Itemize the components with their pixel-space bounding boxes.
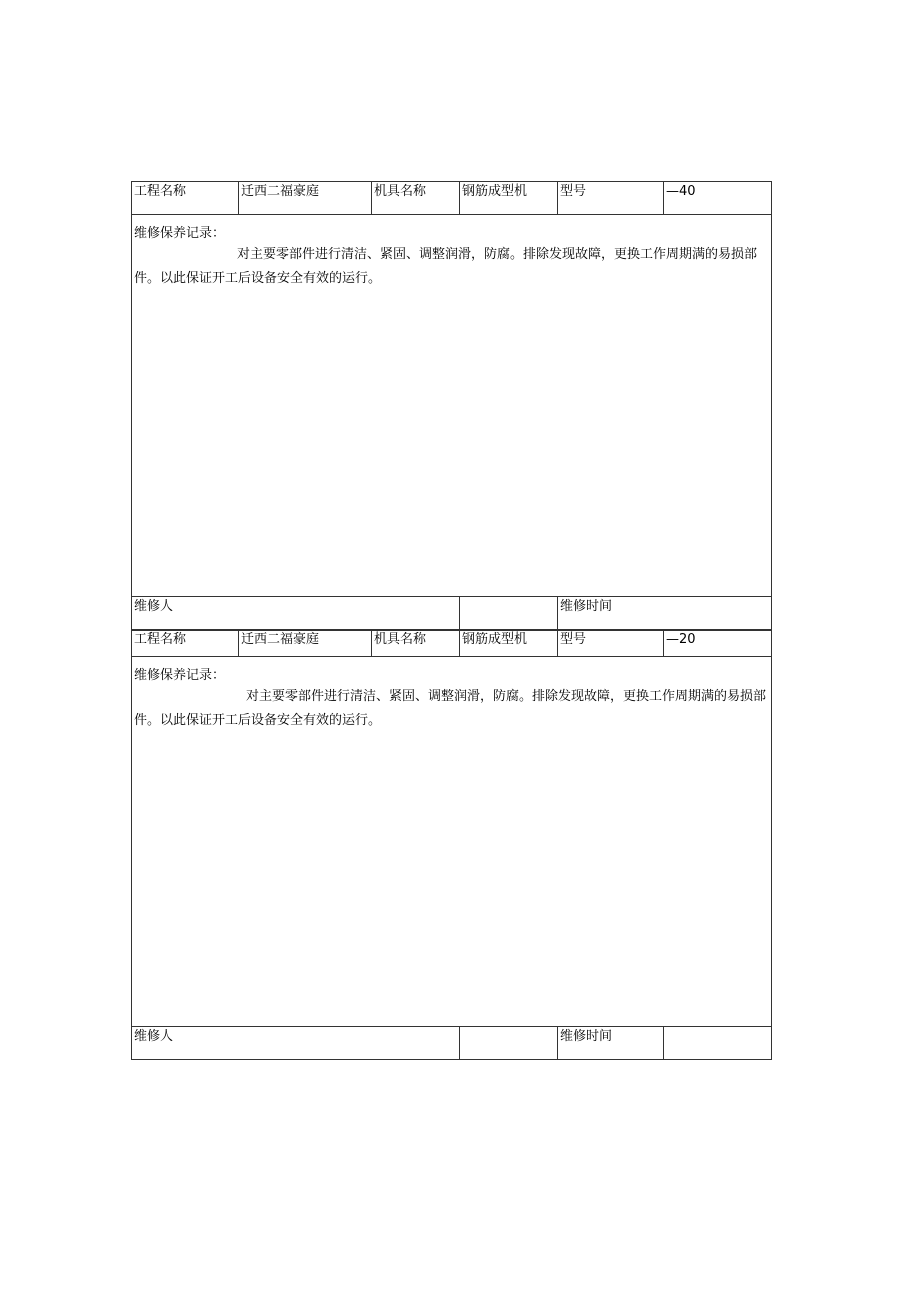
project-label: 工程名称 xyxy=(132,182,239,214)
record-text: 对主要零部件进行清洁、紧固、调整润滑，防腐。排除发现故障，更换工作周期满的易损部件。以此保证开工后设备安全有效的运行。 xyxy=(134,247,758,286)
project-value: 迁西二福豪庭 xyxy=(239,182,372,214)
project-label: 工程名称 xyxy=(132,630,239,656)
repairer-value xyxy=(460,597,558,630)
machine-label: 机具名称 xyxy=(372,630,460,656)
machine-value: 钢筋成型机 xyxy=(460,182,558,214)
repairer-value xyxy=(460,1027,558,1059)
model-value: —20 xyxy=(666,632,696,647)
model-label: 型号 xyxy=(558,630,664,656)
model-label: 型号 xyxy=(558,182,664,214)
maintenance-form-2 xyxy=(131,629,772,1060)
footer-row xyxy=(132,1026,771,1059)
record-label: 维修保养记录： xyxy=(134,226,226,241)
record-label: 维修保养记录： xyxy=(134,668,226,683)
footer-row xyxy=(132,596,771,630)
machine-value: 钢筋成型机 xyxy=(460,630,558,656)
project-value: 迁西二福豪庭 xyxy=(239,630,372,656)
time-label: 维修时间 xyxy=(558,1027,664,1059)
model-value: —40 xyxy=(666,184,696,199)
time-label: 维修时间 xyxy=(560,599,613,614)
machine-label: 机具名称 xyxy=(372,182,460,214)
maintenance-form-1 xyxy=(131,181,772,631)
record-text: 对主要零部件进行清洁、紧固、调整润滑，防腐。排除发现故障，更换工作周期满的易损部件。以此保证开工后设备安全有效的运行。 xyxy=(134,689,767,728)
repairer-label: 维修人 xyxy=(132,597,460,630)
repairer-label: 维修人 xyxy=(132,1027,460,1059)
header-row xyxy=(132,182,771,215)
header-row xyxy=(132,630,771,657)
time-value xyxy=(664,1027,771,1059)
